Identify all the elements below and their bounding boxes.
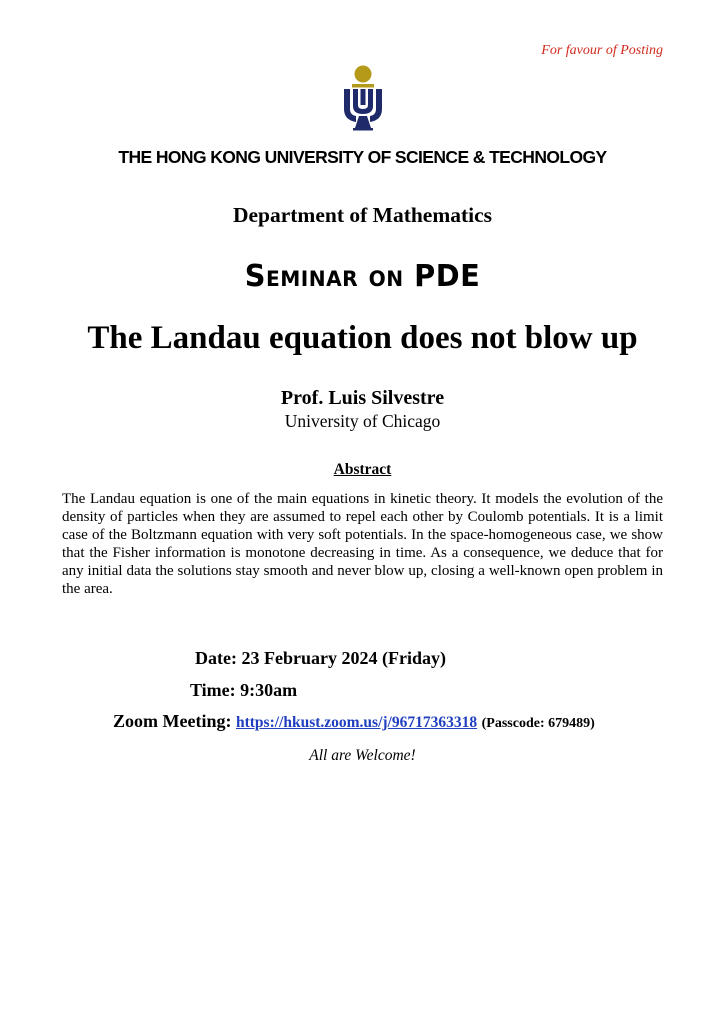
university-name: THE HONG KONG UNIVERSITY OF SCIENCE & TECHNOLOGY — [118, 147, 607, 167]
zoom-link[interactable]: https://hkust.zoom.us/j/96717363318 — [235, 714, 478, 731]
speaker-name: Prof. Luis Silvestre — [280, 387, 445, 409]
hkust-logo-icon — [341, 65, 385, 131]
abstract-text: The Landau equation is one of the main equations in kinetic theory. It models the evolution of the density of particles when they are assumed to repel each other by Coulomb potentials. It is a limit case of the Boltzmann equation with very soft potentials. In the space-homogeneous case, we show that the Fisher information is monotone decreasing in time. As a consequence, we deduce that for any initial data the solutions stay smooth and never blow up, closing a well-known open problem in the area. — [62, 491, 663, 597]
zoom-passcode: (Passcode: 679489) — [481, 716, 595, 731]
talk-title: The Landau equation does not blow up — [87, 320, 638, 356]
welcome-note: All are Welcome! — [309, 747, 416, 764]
zoom-meeting-line — [113, 711, 595, 732]
zoom-label: Zoom Meeting: — [113, 711, 232, 731]
seminar-series-title: Seminar on PDE — [244, 259, 481, 294]
posting-note: For favour of Posting — [541, 43, 663, 58]
abstract-heading: Abstract — [333, 461, 392, 478]
speaker-affiliation: University of Chicago — [284, 411, 441, 431]
time-line: Time: 9:30am — [190, 680, 298, 700]
date-line: Date: 23 February 2024 (Friday) — [195, 648, 446, 668]
department-name: Department of Mathematics — [232, 203, 493, 227]
